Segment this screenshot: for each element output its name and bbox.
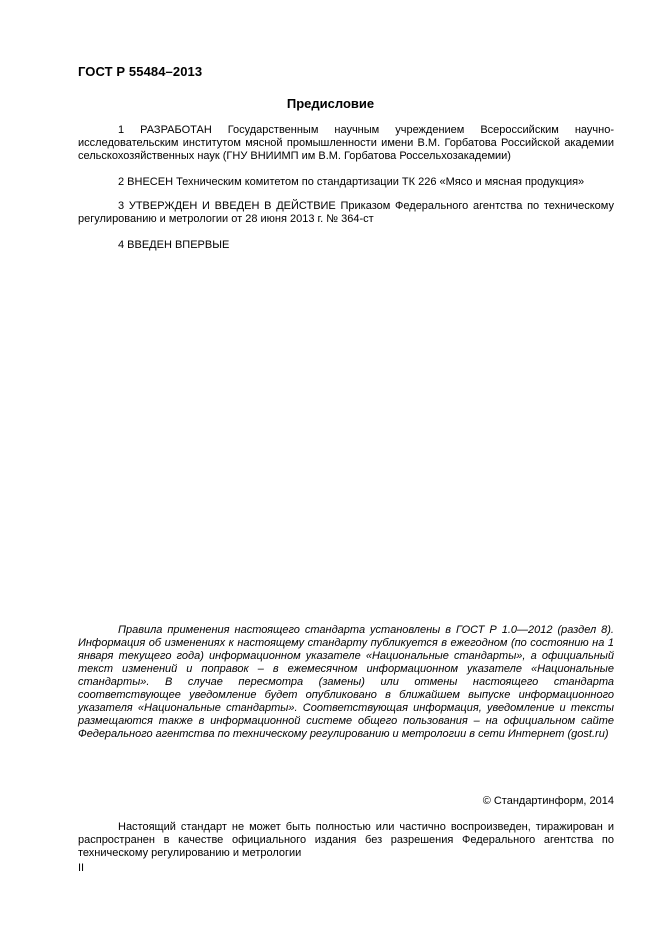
foreword-item-3: 3 УТВЕРЖДЕН И ВВЕДЕН В ДЕЙСТВИЕ Приказом Федерального агентства по техническому регулированию и метрологии от 28 июня 2013 г. № 364-ст xyxy=(78,200,614,225)
rights-notice: Настоящий стандарт не может быть полностью или частично воспроизведен, тиражирован и распространен в качестве официального издания без разрешения Федерального агентства по техническому регулированию и метрологии xyxy=(78,821,614,859)
page-number: II xyxy=(78,862,85,874)
foreword-item-2: 2 ВНЕСЕН Техническим комитетом по стандартизации ТК 226 «Мясо и мясная продукция» xyxy=(118,176,585,188)
standard-notice: Правила применения настоящего стандарта установлены в ГОСТ Р 1.0—2012 (раздел 8). Информация об изменениях к настоящему стандарту публикуется в ежегодном (по состоянию на 1 января текущего года) информационном указателе «Национальные стандарты», а официальный текст изменений и поправок – в ежемесячном информационном указателе «Национальные стандарты». В случае пересмотра (замены) или отмены настоящего стандарта соответствующее уведомление будет опубликовано в ближайшем выпуске информационного указателя «Национальные стандарты». Соответствующая информация, уведомление и тексты размещаются также в информационной системе общего пользования – на официальном сайте Федерального агентства по техническому регулированию и метрологии в сети Интернет (gost.ru) xyxy=(78,624,614,740)
copyright-line: © Стандартинформ, 2014 xyxy=(482,795,614,807)
foreword-item-1: 1 РАЗРАБОТАН Государственным научным учреждением Всероссийским научно-исследовательским институтом мясной промышленности имени В.М. Горбатова Российской академии сельскохозяйственных наук (ГНУ ВНИИМП им В.М. Горбатова Россельхозакадемии) xyxy=(78,124,614,162)
foreword-item-4: 4 ВВЕДЕН ВПЕРВЫЕ xyxy=(118,239,230,251)
document-code: ГОСТ Р 55484–2013 xyxy=(78,64,203,79)
foreword-title: Предисловие xyxy=(286,96,375,111)
